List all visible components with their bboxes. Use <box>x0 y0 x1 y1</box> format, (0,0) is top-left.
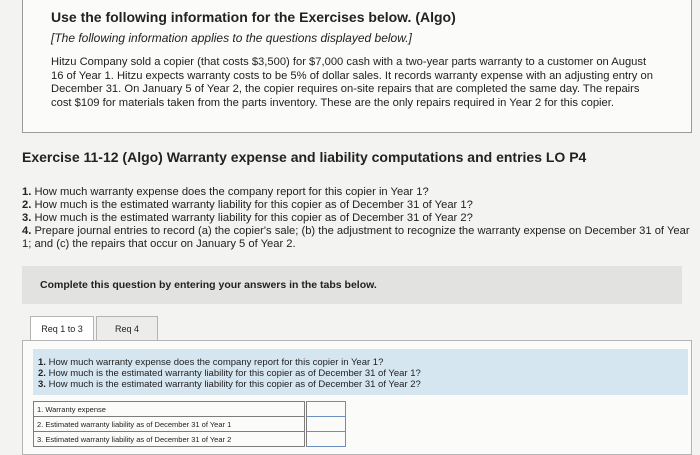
panel-question-box <box>33 349 688 395</box>
liability-year2-input[interactable] <box>307 433 345 446</box>
question-text: How much is the estimated warranty liability for this copier as of December 31 of Year 2? <box>48 379 421 390</box>
answer-panel <box>22 340 692 455</box>
info-title: Use the following information for the Exercises below. (Algo) <box>51 9 456 25</box>
liability-year1-input[interactable] <box>307 418 345 431</box>
question-item <box>22 212 690 225</box>
table-row <box>34 402 346 417</box>
warranty-expense-input[interactable] <box>307 403 345 416</box>
question-list <box>22 186 690 251</box>
question-text: How much warranty expense does the company report for this copier in Year 1? <box>48 357 384 368</box>
panel-question <box>38 357 688 368</box>
instruction-bar <box>22 266 682 304</box>
answer-cell <box>307 402 346 417</box>
question-text: How much warranty expense does the company report for this copier in Year 1? <box>34 186 429 198</box>
question-number: 3. <box>38 379 46 390</box>
question-text: How much is the estimated warranty liability for this copier as of December 31 of Year 1? <box>34 199 473 211</box>
row-label: 3. Estimated warranty liability as of December 31 of Year 2 <box>34 432 305 447</box>
panel-question <box>38 368 688 379</box>
panel-question <box>38 379 688 390</box>
question-item <box>22 199 690 212</box>
question-number: 1. <box>22 186 32 198</box>
question-text: How much is the estimated warranty liability for this copier as of December 31 of Year 2? <box>34 212 473 224</box>
question-number: 4. <box>22 225 32 237</box>
info-box <box>22 0 692 133</box>
row-label: 1. Warranty expense <box>34 402 305 417</box>
info-subtitle: [The following information applies to the questions displayed below.] <box>51 31 412 45</box>
question-number: 2. <box>22 199 32 211</box>
question-number: 1. <box>38 357 46 368</box>
answer-cell <box>307 417 346 432</box>
question-number: 2. <box>38 368 46 379</box>
question-number: 3. <box>22 212 32 224</box>
question-item <box>22 225 690 251</box>
info-paragraph: Hitzu Company sold a copier (that costs $3,500) for $7,000 cash with a two-year parts warranty to a customer on August 16 of Year 1. Hitzu expects warranty costs to be 5% of dollar sales. It records warranty expense with an adjusting entry on December 31. On January 5 of Year 2, the copier requires on-site repairs that are completed the same day. The repairs cost $109 for materials taken from the parts inventory. These are the only repairs required in Year 2 for this copier. <box>51 56 653 109</box>
row-label: 2. Estimated warranty liability as of December 31 of Year 1 <box>34 417 305 432</box>
instruction-text: Complete this question by entering your answers in the tabs below. <box>40 279 377 291</box>
answer-cell <box>307 432 346 447</box>
table-row <box>34 432 346 447</box>
answer-table <box>33 401 346 447</box>
question-text: Prepare journal entries to record (a) the copier's sale; (b) the adjustment to recognize the warranty expense on December 31 of Year 1; and (c) the repairs that occur on January 5 of Year 2. <box>22 225 690 250</box>
tab-req-1-to-3[interactable]: Req 1 to 3 <box>30 316 94 340</box>
table-row <box>34 417 346 432</box>
exercise-title: Exercise 11-12 (Algo) Warranty expense and liability computations and entries LO P4 <box>22 149 587 165</box>
question-item <box>22 186 690 199</box>
tab-req-4[interactable]: Req 4 <box>96 316 158 340</box>
question-text: How much is the estimated warranty liability for this copier as of December 31 of Year 1? <box>48 368 421 379</box>
